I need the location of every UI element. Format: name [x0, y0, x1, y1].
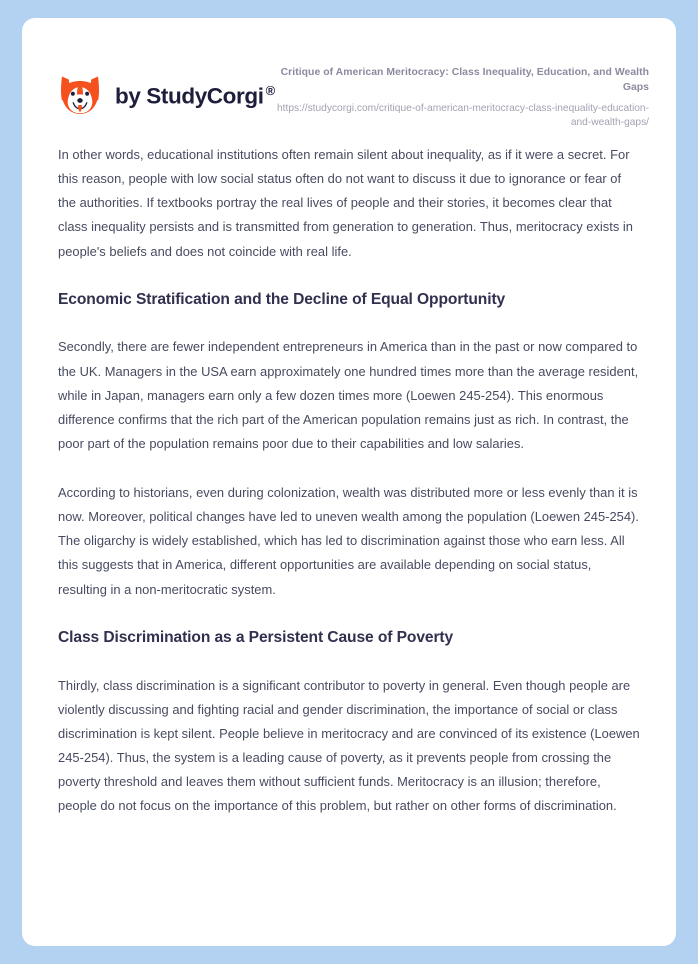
- body-paragraph: Thirdly, class discrimination is a significant contributor to poverty in general. Even though people are violently discussing and fighting racial and gender discrimination, the importance of social or class discrimination is kept silent. People believe in meritocracy and are convinced of its existence (Loewen 245-254). Thus, the system is a leading cause of poverty, as it prevents people from crossing the poverty threshold and leaves them without sufficient funds. Meritocracy is an illusion; therefore, people do not focus on the importance of this problem, but rather on other forms of discrimination.: [58, 677, 640, 814]
- body-paragraph: According to historians, even during colonization, wealth was distributed more or less evenly than it is now. Moreover, political changes have led to uneven wealth among the population (Loewen 245-254). The oligarchy is widely established, which has led to discrimination against those who earn less. All this suggests that in America, different opportunities are available depending on social status, resulting in a non-meritocratic system.: [58, 485, 639, 597]
- brand-name: [115, 83, 275, 110]
- document-page: [22, 18, 676, 946]
- corgi-logo-icon: [56, 72, 104, 120]
- body-paragraph: In other words, educational institutions often remain silent about inequality, as if it were a secret. For this reason, people with low social status often do not want to discuss it due to ignorance or fear of the authorities. If textbooks portray the real lives of people and their stories, it becomes clear that class inequality persists and is transmitted from generation to generation. Thus, meritocracy exists in people's beliefs and does not coincide with real life.: [58, 147, 633, 259]
- brand-name-label: by StudyCorgi: [115, 83, 264, 109]
- brand-lockup: [56, 64, 275, 120]
- section-heading: Class Discrimination as a Persistent Cause of Poverty: [58, 628, 454, 646]
- section-heading: Economic Stratification and the Decline of Equal Opportunity: [58, 290, 506, 308]
- source-url[interactable]: https://studycorgi.com/critique-of-american-meritocracy-class-inequality-education-and-wealth-gaps/: [277, 102, 649, 129]
- document-content: [22, 143, 676, 818]
- page-title: Critique of American Meritocracy: Class Inequality, Education, and Wealth Gaps: [280, 67, 649, 93]
- body-paragraph: Secondly, there are fewer independent entrepreneurs in America than in the past or now compared to the UK. Managers in the USA earn approximately one hundred times more than the average resident, while in Japan, managers earn only a few dozen times more (Loewen 245-254). This enormous difference confirms that the rich part of the American population remains just as rich. In contrast, the poor part of the population remains poor due to their capabilities and low salaries.: [58, 339, 639, 451]
- document-header: [22, 18, 676, 143]
- registered-trademark-icon: ®: [265, 82, 275, 98]
- header-document-meta: [275, 64, 654, 131]
